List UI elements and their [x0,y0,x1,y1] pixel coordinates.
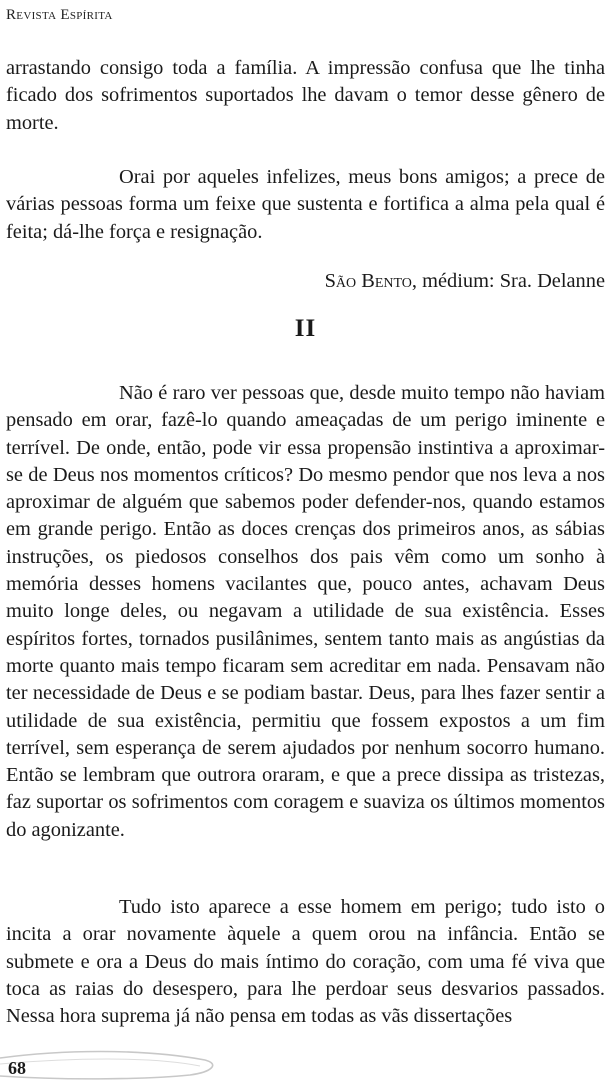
page-number: 68 [8,1058,26,1078]
running-head: Revista Espírita [6,7,113,23]
footer-swoosh-ornament [0,1040,230,1085]
signature [325,268,605,295]
signature-name: São Bento [324,270,412,292]
section-number: II [294,315,317,342]
paragraph-continuation: arrastando consigo toda a família. A impressão confusa que lhe tinha ficado dos sofrimentos suportados lhe davam o temor desse gênero de morte. [6,57,605,134]
signature-rest: , médium: Sra. Delanne [411,270,605,292]
paragraph-prayer: Orai por aqueles infelizes, meus bons amigos; a prece de várias pessoas forma um feixe que sustenta e fortifica a alma pela qual é feita; dá-lhe força e resignação. [6,166,605,243]
paragraph-main: Não é raro ver pessoas que, desde muito tempo não haviam pensado em orar, fazê-lo quando ameaçadas de um perigo iminente e terrível. De onde, então, pode vir essa propensão instintiva a aproximar-se de Deus nos momentos críticos? Do mesmo pendor que nos leva a nos aproximar de alguém que sabemos poder defender-nos, quando estamos em grande perigo. Então as doces crenças dos primeiros anos, as sábias instruções, os piedosos conselhos dos pais vêm como um sonho à memória desses homens vacilantes que, pouco antes, achavam Deus muito longe deles, ou negavam a utilidade de sua existência. Esses espíritos fortes, tornados pusilânimes, sentem tanto mais as angústias da morte quanto mais tempo ficaram sem acreditar em nada. Pensavam não ter necessidade de Deus e se podiam bastar. Deus, para lhes fazer sentir a utilidade de sua existência, permitiu que fossem expostos a um fim terrível, sem esperança de serem ajudados por nenhum socorro humano. Então se lembram que outrora oraram, e que a prece dissipa as tristezas, faz suportar os sofrimentos com coragem e suaviza os últimos momentos do agonizante. [6,382,605,841]
paragraph-final: Tudo isto aparece a esse homem em perigo; tudo isto o incita a orar novamente àquele a quem orou na infância. Então se submete e ora a Deus do mais íntimo do coração, com uma fé viva que toca as raias do desespero, para lhe perdoar seus desvarios passados. Nessa hora suprema já não pensa em todas as vãs dissertações [6,896,605,1028]
